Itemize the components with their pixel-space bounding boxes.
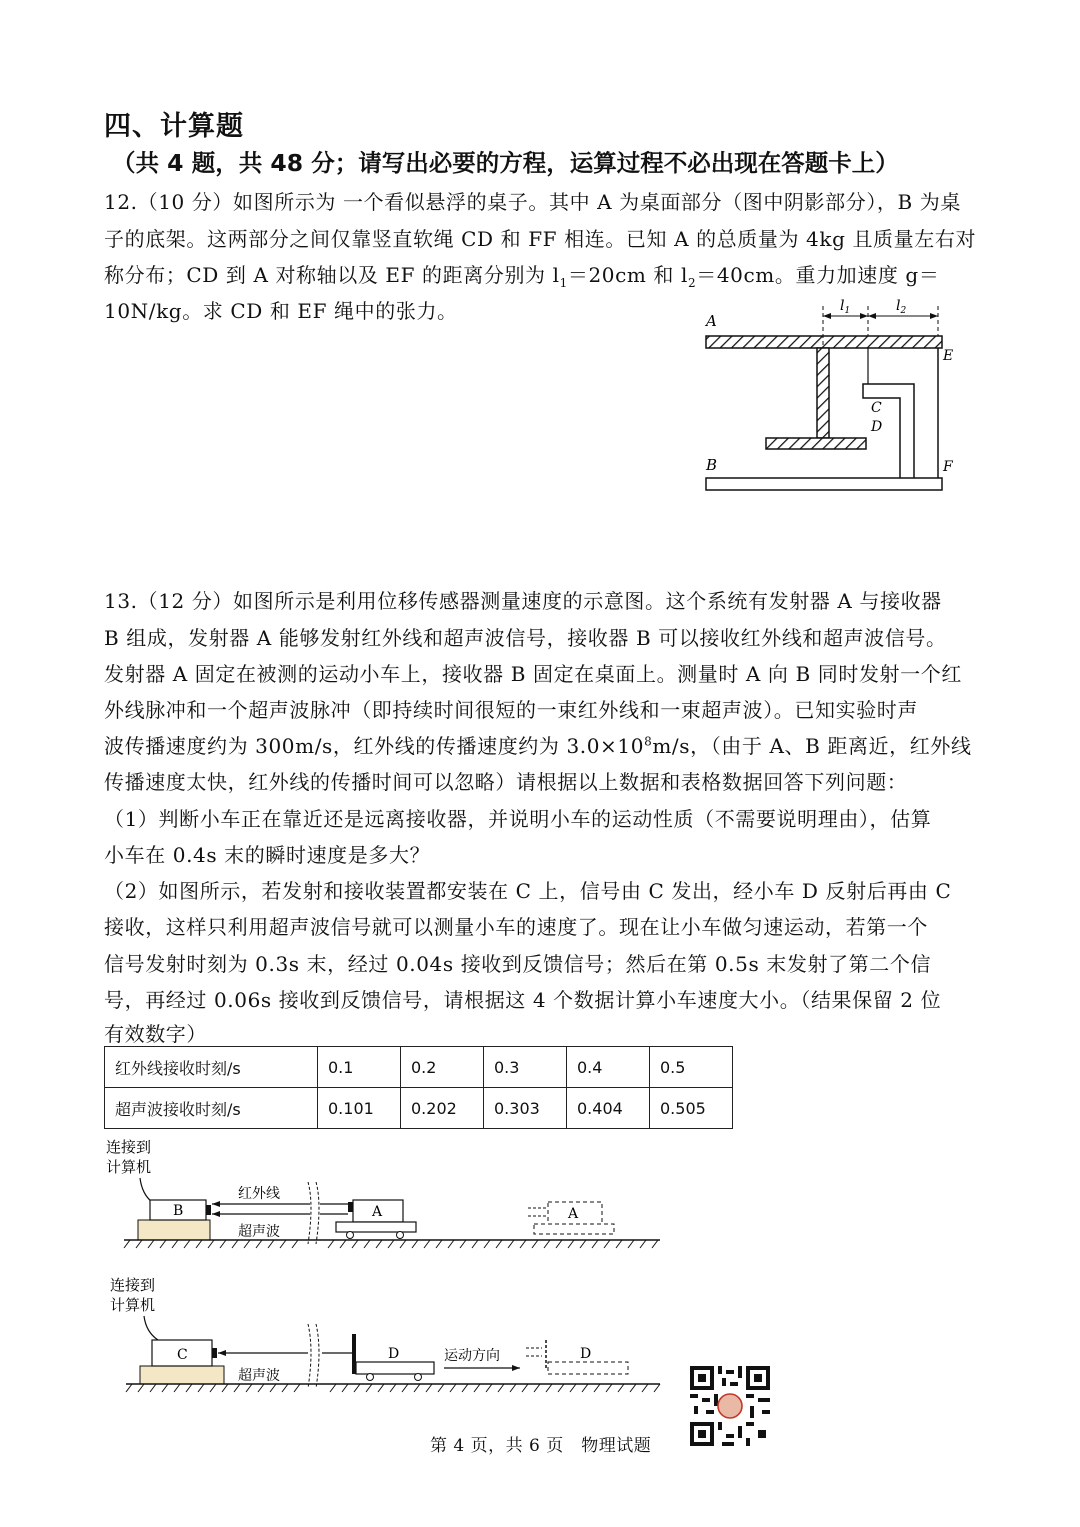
section-title: 四、计算题 <box>104 111 244 142</box>
floating-table-figure <box>700 288 960 498</box>
q13-line-5: 波传播速度约为 300m/s，红外线的传播速度约为 $3.0\times 10^8m/s$，（由于 A、B 距离近，红外线 <box>104 734 972 758</box>
row-header: 红外线接收时刻/s <box>105 1047 318 1088</box>
q13-line-4: 外线脉冲和一个超声波脉冲（即持续时间很短的一束红外线和一束超声波）。已知实验时声 <box>104 698 918 722</box>
connect-label-1: 连接到 <box>106 1138 152 1156</box>
q13-line-7: （1）判断小车正在靠近还是远离接收器，并说明小车的运动性质（不需要说明理由），估算 <box>104 807 932 831</box>
tabletop-a <box>706 336 942 348</box>
data-table <box>104 1046 733 1129</box>
table-cell: 0.3 <box>484 1047 567 1088</box>
infrared-label: 红外线 <box>238 1186 280 1202</box>
q12-line-3: 称分布；CD 到 A 对称轴以及 EF 的距离分别为 $l_1=20cm$ 和 $l_2=40cm$。重力加速度 g＝ <box>104 263 940 290</box>
label-f: F <box>943 459 953 475</box>
sensor-figure-1 <box>100 1134 670 1252</box>
q12-line-1: 12.（10 分）如图所示为 一个看似悬浮的桌子。其中 A 为桌面部分（图中阴影部分），B 为桌 <box>104 190 961 214</box>
q13-line-3: 发射器 A 固定在被测的运动小车上，接收器 B 固定在桌面上。测量时 A 向 B 同时发射一个红 <box>104 662 962 686</box>
connect-label-3: 连接到 <box>110 1276 156 1294</box>
direction-label: 运动方向 <box>444 1348 500 1364</box>
table-cell: 0.1 <box>318 1047 401 1088</box>
label-a: A <box>706 312 717 330</box>
label-d: D <box>871 419 883 435</box>
ultrasonic-label: 超声波 <box>238 1224 280 1240</box>
table-cell: 0.4 <box>567 1047 650 1088</box>
lower-arm <box>766 438 866 449</box>
q13-line-6: 传播速度太快，红外线的传播时间可以忽略）请根据以上数据和表格数据回答下列问题： <box>104 770 908 794</box>
q13-line-11: 信号发射时刻为 0.3s 末，经过 0.04s 接收到反馈信号；然后在第 0.5s 末发射了第二个信 <box>104 952 932 976</box>
qr-code-icon <box>690 1366 770 1446</box>
table-row <box>105 1088 733 1129</box>
connect-label-4: 计算机 <box>110 1296 156 1314</box>
page-footer: 第 4 页，共 6 页 物理试题 <box>430 1436 652 1456</box>
q13-line-12: 号，再经过 0.06s 接收到反馈信号，请根据这 4 个数据计算小车速度大小。（结果保留 2 位 <box>104 988 942 1012</box>
label-l2: $l_2$ <box>896 298 907 316</box>
q12-line-4: 10N/kg。求 CD 和 EF 绳中的张力。 <box>104 299 458 323</box>
table-cell: 0.101 <box>318 1088 401 1129</box>
q12-line-2: 子的底架。这两部分之间仅靠竖直软绳 CD 和 FF 相连。已知 A 的总质量为 4kg 且质量左右对 <box>104 227 977 251</box>
connect-label-2: 计算机 <box>106 1158 152 1176</box>
svg-text:C: C <box>177 1347 188 1363</box>
q13-line-9: （2）如图所示，若发射和接收装置都安装在 C 上，信号由 C 发出，经小车 D 反射后再由 C <box>104 879 952 903</box>
table-cell: 0.2 <box>401 1047 484 1088</box>
q13-line-10: 接收，这样只利用超声波信号就可以测量小车的速度了。现在让小车做匀速运动，若第一个 <box>104 915 928 939</box>
label-l1: $l_1$ <box>840 298 851 316</box>
ultrasonic-label-2: 超声波 <box>238 1368 280 1384</box>
center-pillar <box>817 348 829 438</box>
reflector-plate <box>352 1334 356 1374</box>
svg-text:A: A <box>372 1204 383 1220</box>
q13-line-13: 有效数字） <box>104 1022 207 1046</box>
table-cell: 0.404 <box>567 1088 650 1129</box>
svg-text:B: B <box>173 1203 184 1219</box>
q13-line-2: B 组成，发射器 A 能够发射红外线和超声波信号，接收器 B 可以接收红外线和超声波信号。 <box>104 626 947 650</box>
svg-text:D: D <box>388 1346 400 1362</box>
label-e: E <box>943 348 954 364</box>
cart-d <box>356 1362 434 1374</box>
table-cell: 0.303 <box>484 1088 567 1129</box>
row-header: 超声波接收时刻/s <box>105 1088 318 1129</box>
label-c: C <box>871 400 882 416</box>
svg-text:A: A <box>568 1206 579 1222</box>
section-subtitle: （共 4 题，共 48 分；请写出必要的方程，运算过程不必出现在答题卡上） <box>112 149 899 177</box>
svg-text:D: D <box>580 1346 592 1362</box>
base-b <box>706 478 942 490</box>
table-row <box>105 1047 733 1088</box>
receiver-base <box>138 1220 210 1240</box>
sender-base <box>140 1366 224 1384</box>
cart-1 <box>336 1222 416 1232</box>
q13-line-1: 13.（12 分）如图所示是利用位移传感器测量速度的示意图。这个系统有发射器 A 与接收器 <box>104 589 942 613</box>
sensor-figure-2 <box>100 1270 670 1400</box>
table-cell: 0.5 <box>650 1047 733 1088</box>
table-cell: 0.202 <box>401 1088 484 1129</box>
table-cell: 0.505 <box>650 1088 733 1129</box>
label-b: B <box>706 456 718 474</box>
q13-line-8: 小车在 0.4s 末的瞬时速度是多大？ <box>104 843 431 867</box>
